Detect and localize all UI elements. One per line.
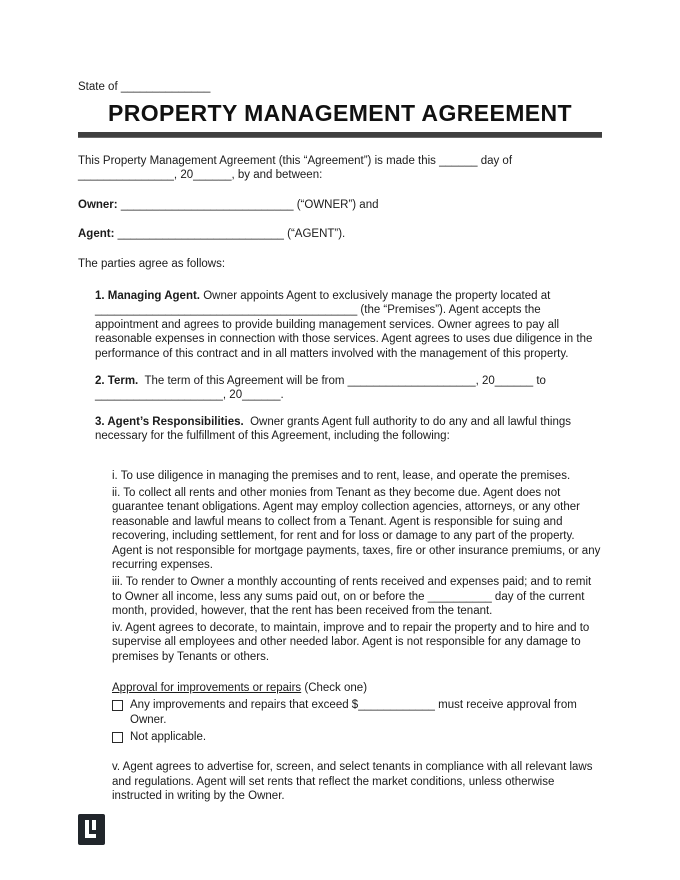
clause-1-heading: 1. Managing Agent. [95, 289, 200, 302]
approval-option-na-row [112, 730, 602, 745]
logo-l-foot [85, 834, 96, 838]
subitem-iii: iii. To render to Owner a monthly accounting of rents received and expenses paid; and to remit to Owner all income, less any sums paid out, on or before the __________ day of the current month, provided, however, that the rent has been received from the tenant. [112, 576, 592, 618]
owner-label: Owner: [78, 198, 118, 211]
agent-blank-field: __________________________ [117, 228, 284, 241]
legal-templates-logo [78, 814, 105, 845]
approval-heading-suffix: (Check one) [301, 681, 368, 694]
state-of-line: State of ______________ [78, 81, 211, 93]
logo-accent-bar [92, 820, 96, 830]
owner-suffix: (“OWNER”) and [296, 198, 379, 211]
subitem-ii: ii. To collect all rents and other monies from Tenant as they become due. Agent does not guarantee tenant obligations. Agent may employ collection agencies, attorneys, or any other reasonable and lawful means to collect from a Tenant. Agent is responsible for suing and recovering, including settlement, for rent and for loss or damage to any part of the property. Agent is not responsible for mortgage payments, taxes, fire or other insurance premiums, or any recurring expenses. [112, 486, 601, 572]
clause-managing-agent [95, 289, 602, 362]
approval-option-exceed-row [112, 698, 602, 727]
clause-3-body: Owner grants Agent full authority to do any and all lawful things necessary for the fulfillment of this Agreement, including the following: [95, 415, 571, 443]
clause-term [95, 374, 602, 403]
intro-paragraph: This Property Management Agreement (this “Agreement”) is made this ______ day of _______________, 20______, by and between: [78, 154, 513, 182]
checkbox-improvements-exceed[interactable] [112, 700, 123, 711]
approval-option-na-label: Not applicable. [130, 731, 207, 744]
checkbox-not-applicable[interactable] [112, 732, 123, 743]
agent-line [78, 227, 602, 242]
approval-option-exceed-label: Any improvements and repairs that exceed $____________ must receive approval from Owner. [130, 699, 577, 726]
clause-agents-responsibilities [95, 415, 602, 444]
document-title: PROPERTY MANAGEMENT AGREEMENT [108, 99, 572, 126]
agent-suffix: (“AGENT”). [287, 228, 346, 241]
clause-3-heading: 3. Agent’s Responsibilities. [95, 415, 244, 428]
owner-line [78, 198, 602, 213]
approval-heading [112, 681, 602, 696]
clause-1-body: Owner appoints Agent to exclusively manage the property located at _________________________________________ (the “Premises”). Agent accepts the appointment and agrees to provide building management services. Owner agrees to pay all reasonable expenses in connection with those services. Agent agrees to uses due diligence in the performance of this contract and in all matters involved with the management of this property. [95, 289, 593, 360]
subitem-i: i. To use diligence in managing the premises and to rent, lease, and operate the premises. [112, 469, 571, 482]
approval-section [112, 681, 602, 745]
clause-2-body: The term of this Agreement will be from ____________________, 20______ to ____________________, 20______. [95, 374, 546, 402]
parties-agree-line: The parties agree as follows: [78, 257, 226, 270]
title-rule [78, 132, 602, 138]
subitem-iv: iv. Agent agrees to decorate, to maintain, improve and to repair the property and to hire and to supervise all employees and other needed labor. Agent is not responsible for any damage to premises by Tenants or others. [112, 621, 590, 664]
agent-label: Agent: [78, 228, 115, 241]
clause-2-heading: 2. Term. [95, 374, 139, 387]
owner-blank-field: ___________________________ [120, 198, 294, 211]
approval-heading-underlined: Approval for improvements or repairs [112, 681, 302, 694]
subitem-v: v. Agent agrees to advertise for, screen, and select tenants in compliance with all relevant laws and regulations. Agent will set rents that reflect the market conditions, unless otherwise instructed in writing by the Owner. [112, 761, 593, 803]
